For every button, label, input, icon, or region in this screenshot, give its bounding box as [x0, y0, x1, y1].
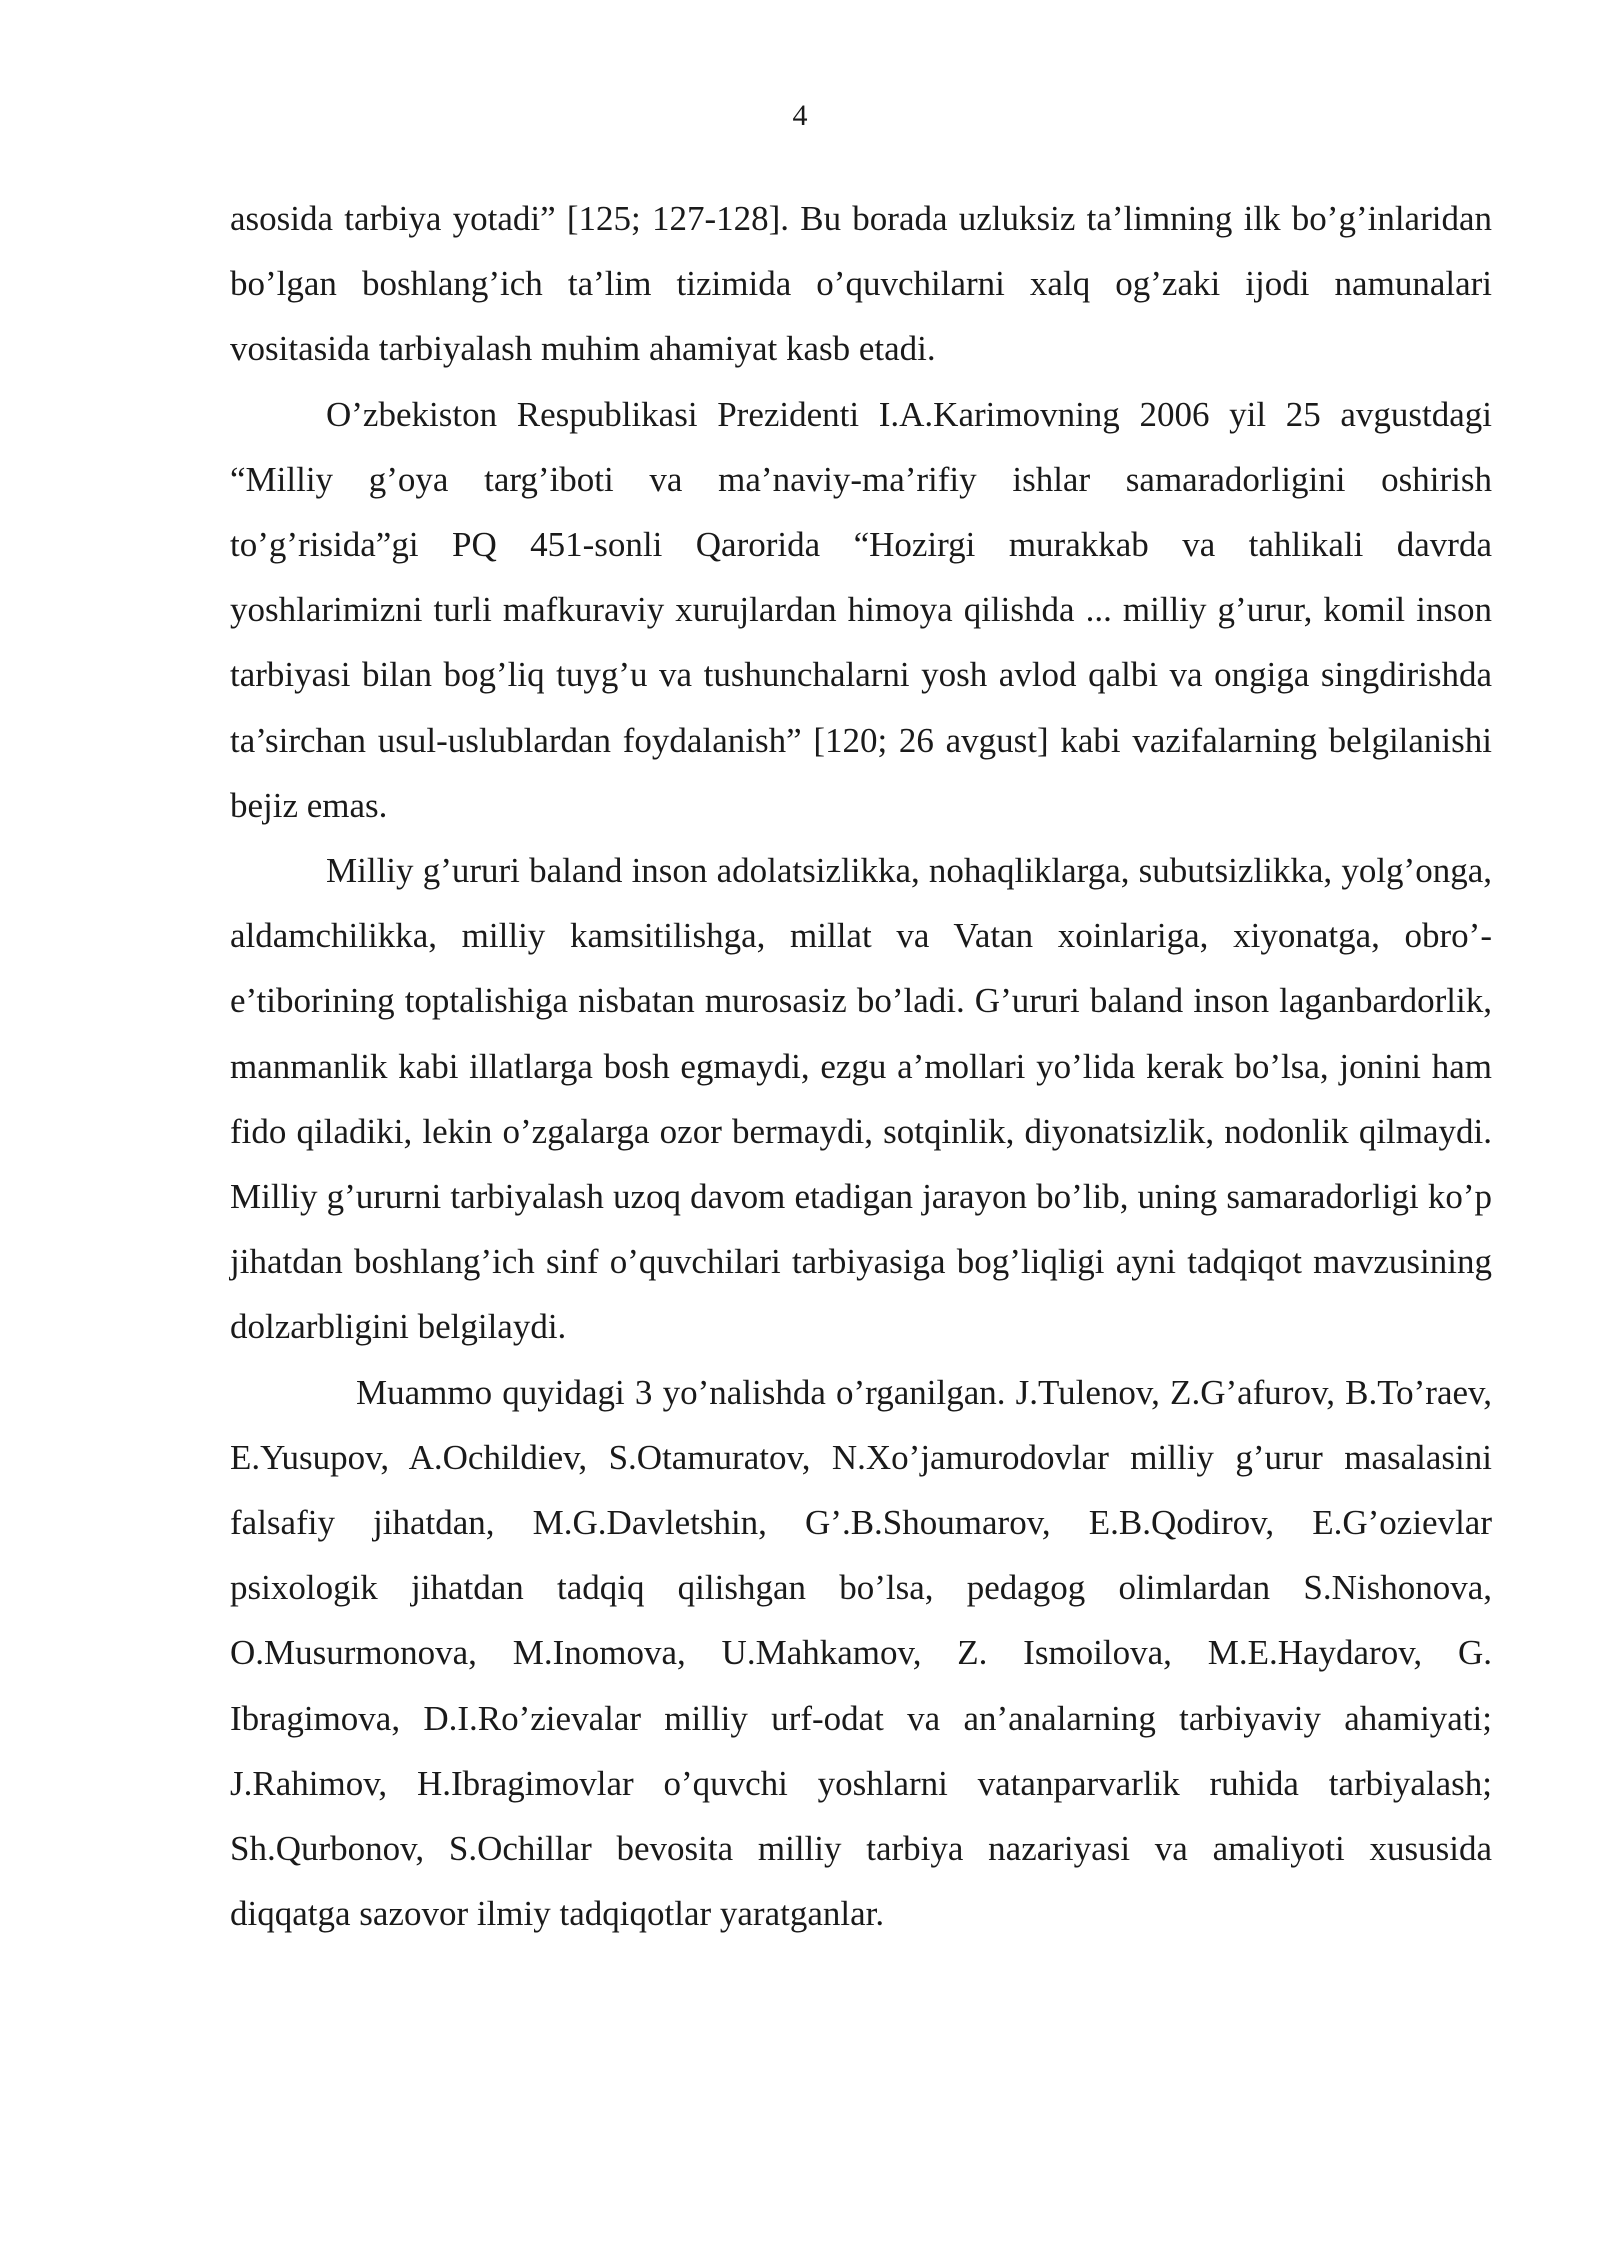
paragraph-national-pride: Milliy g’ururi baland inson adolatsizlikka, nohaqliklarga, subutsizlikka, yolg’onga, aldamchilikka, milliy kamsitilishga, millat va Vatan xoinlariga, xiyonatga, obro’-e’tiborining toptalishiga nisbatan murosasiz bo’ladi. G’ururi baland inson laganbardorlik, manmanlik kabi illatlarga bosh egmaydi, ezgu a’mollari yo’lida kerak bo’lsa, jonini ham fido qiladiki, lekin o’zgalarga ozor bermaydi, sotqinlik, diyonatsizlik, nodonlik qilmaydi. Milliy g’ururni tarbiyalash uzoq davom etadigan jarayon bo’lib, uning samaradorligi ko’p jihatdan boshlang’ich sinf o’quvchilari tarbiyasiga bog’liqligi ayni tadqiqot mavzusining dolzarbligini belgilaydi. — [230, 851, 1492, 1347]
page-number: 4 — [792, 99, 808, 132]
paragraph-presidential-decree: O’zbekiston Respublikasi Prezidenti I.A.Karimovning 2006 yil 25 avgustdagi “Milliy g’oya targ’iboti va ma’naviy-ma’rifiy ishlar samaradorligini oshirish to’g’risida”gi PQ 451-sonli Qarorida “Hozirgi murakkab va tahlikali davrda yoshlarimizni turli mafkuraviy xurujlardan himoya qilishda ... milliy g’urur, komil inson tarbiyasi bilan bog’liq tuyg’u va tushunchalarni yosh avlod qalbi va ongiga singdirishda ta’sirchan usul-uslublardan foydalanish” [120; 26 avgust] kabi vazifalarning belgilanishi bejiz emas. — [230, 394, 1492, 825]
paragraph-research-directions: Muammo quyidagi 3 yo’nalishda o’rganilgan. J.Tulenov, Z.G’afurov, B.To’raev, E.Yusupov, A.Ochildiev, S.Otamuratov, N.Xo’jamurodovlar milliy g’urur masalasini falsafiy jihatdan, M.G.Davletshin, G’.B.Shoumarov, E.B.Qodirov, E.G’ozievlar psixologik jihatdan tadqiq qilishgan bo’lsa, pedagog olimlardan S.Nishonova, O.Musurmonova, M.Inomova, U.Mahkamov, Z. Ismoilova, M.E.Haydarov, G. Ibragimova, D.I.Ro’zievalar milliy urf-odat va an’analarning tarbiyaviy ahamiyati; J.Rahimov, H.Ibragimovlar o’quvchi yoshlarni vatanparvarlik ruhida tarbiyalash; Sh.Qurbonov, S.Ochillar bevosita milliy tarbiya nazariyasi va amaliyoti xususida diqqatga sazovor ilmiy tadqiqotlar yaratganlar. — [230, 1372, 1492, 1934]
document-body — [230, 186, 1492, 1946]
paragraph-continuation: asosida tarbiya yotadi” [125; 127-128]. Bu borada uzluksiz ta’limning ilk bo’g’inlaridan bo’lgan boshlang’ich ta’lim tizimida o’quvchilarni xalq og’zaki ijodi namunalari vositasida tarbiyalash muhim ahamiyat kasb etadi. — [230, 199, 1492, 369]
